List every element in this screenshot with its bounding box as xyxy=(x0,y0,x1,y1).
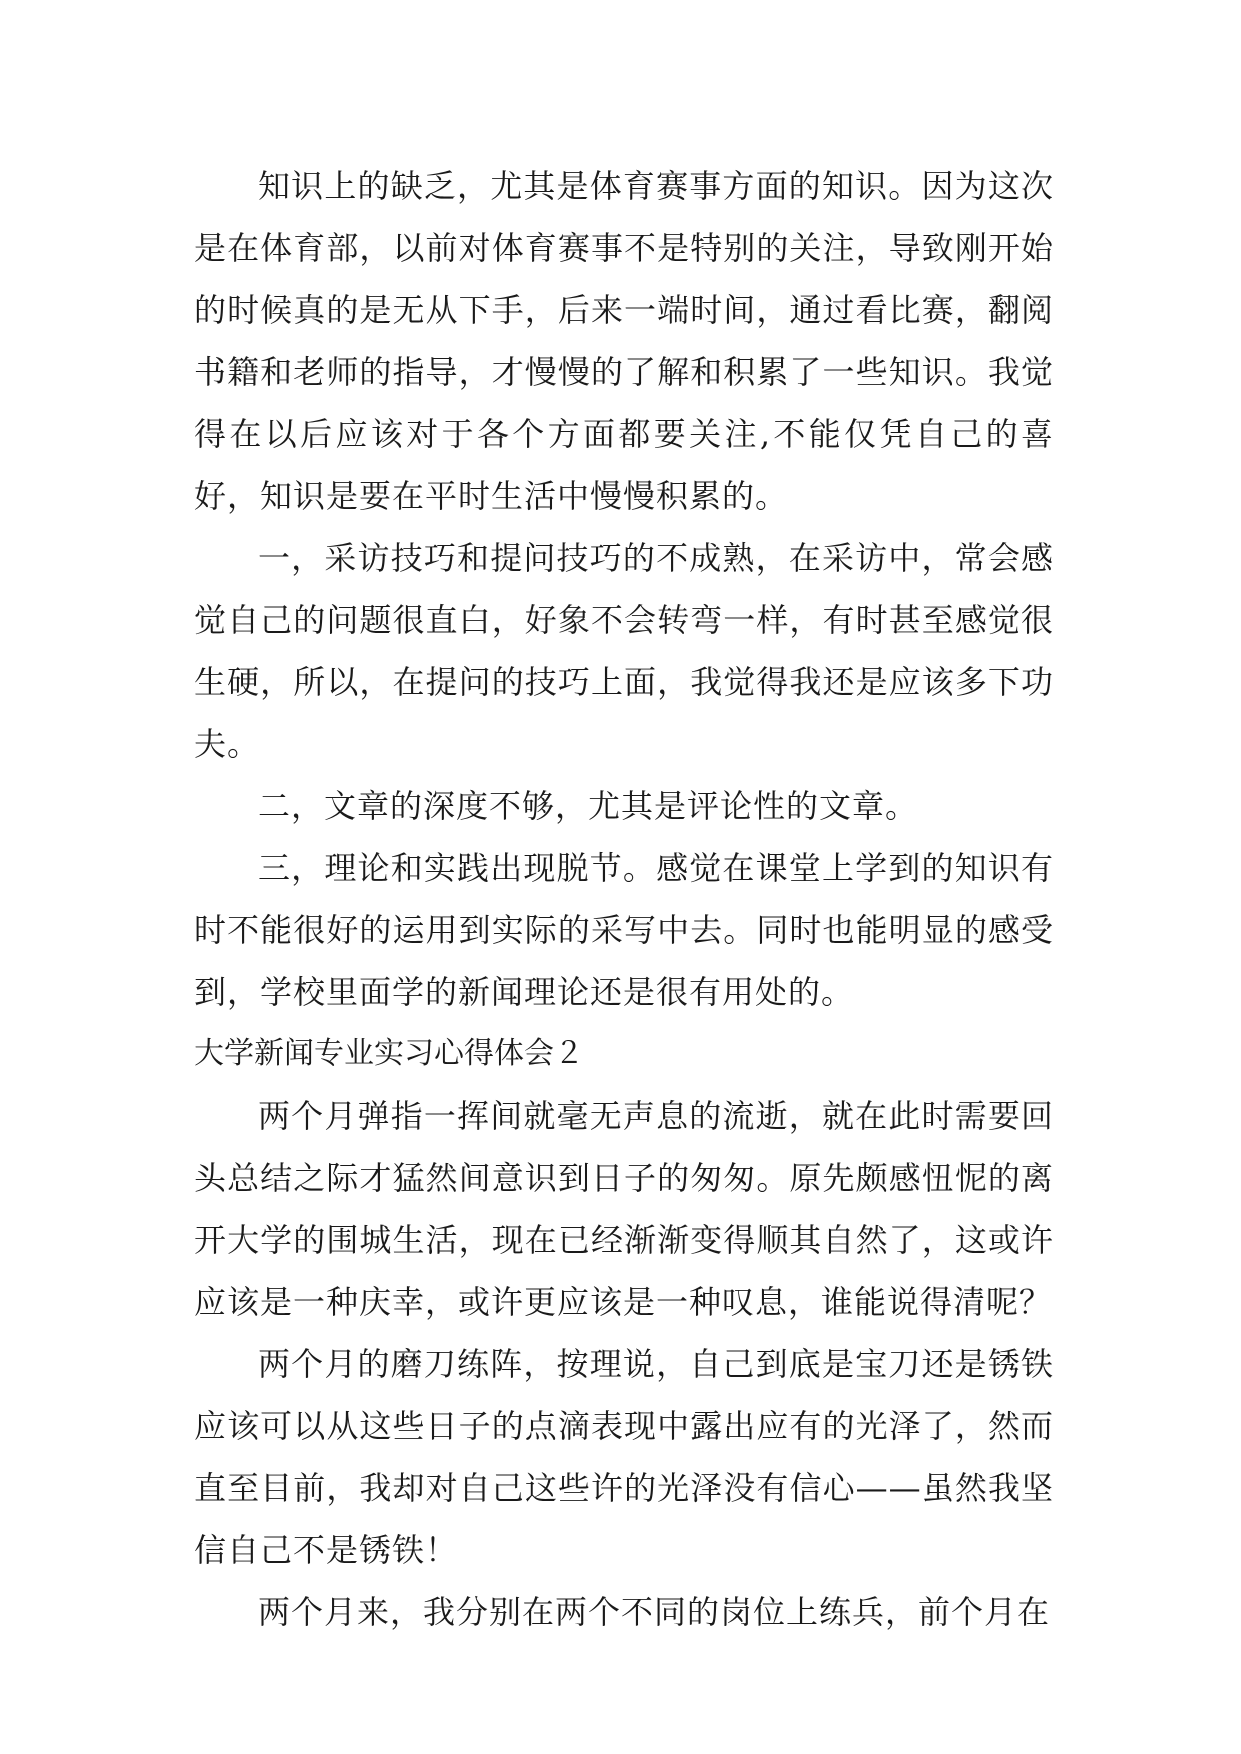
paragraph-two-positions: 两个月来，我分别在两个不同的岗位上练兵，前个月在 xyxy=(258,1593,1051,1631)
paragraph-article-depth: 二，文章的深度不够，尤其是评论性的文章。 xyxy=(258,787,919,825)
document-body xyxy=(194,155,1054,1643)
paragraph-interview-skills: 一，采访技巧和提问技巧的不成熟，在采访中，常会感觉自己的问题很直白，好象不会转弯一样，有时甚至感觉很生硬，所以，在提问的技巧上面，我觉得我还是应该多下功夫。 xyxy=(194,539,1054,763)
paragraph-two-months-passed: 两个月弹指一挥间就毫无声息的流逝，就在此时需要回头总结之际才猛然间意识到日子的匆匆。原先颇感忸怩的离开大学的围城生活，现在已经渐渐变得顺其自然了，这或许应该是一种庆幸，或许更应该是一种叹息，谁能说得清呢？ xyxy=(194,1097,1054,1321)
paragraph-knowledge-lack: 知识上的缺乏，尤其是体育赛事方面的知识。因为这次是在体育部，以前对体育赛事不是特别的关注，导致刚开始的时候真的是无从下手，后来一端时间，通过看比赛，翻阅书籍和老师的指导，才慢慢的了解和积累了一些知识。我觉得在以后应该对于各个方面都要关注,不能仅凭自己的喜好，知识是要在平时生活中慢慢积累的。 xyxy=(194,167,1054,515)
section-heading: 大学新闻专业实习心得体会２ xyxy=(194,1036,584,1071)
paragraph-sharpening-knife: 两个月的磨刀练阵，按理说，自己到底是宝刀还是锈铁应该可以从这些日子的点滴表现中露出应有的光泽了，然而直至目前，我却对自己这些许的光泽没有信心——虽然我坚信自己不是锈铁！ xyxy=(194,1345,1054,1569)
paragraph-theory-practice: 三，理论和实践出现脱节。感觉在课堂上学到的知识有时不能很好的运用到实际的采写中去。同时也能明显的感受到，学校里面学的新闻理论还是很有用处的。 xyxy=(194,849,1054,1011)
